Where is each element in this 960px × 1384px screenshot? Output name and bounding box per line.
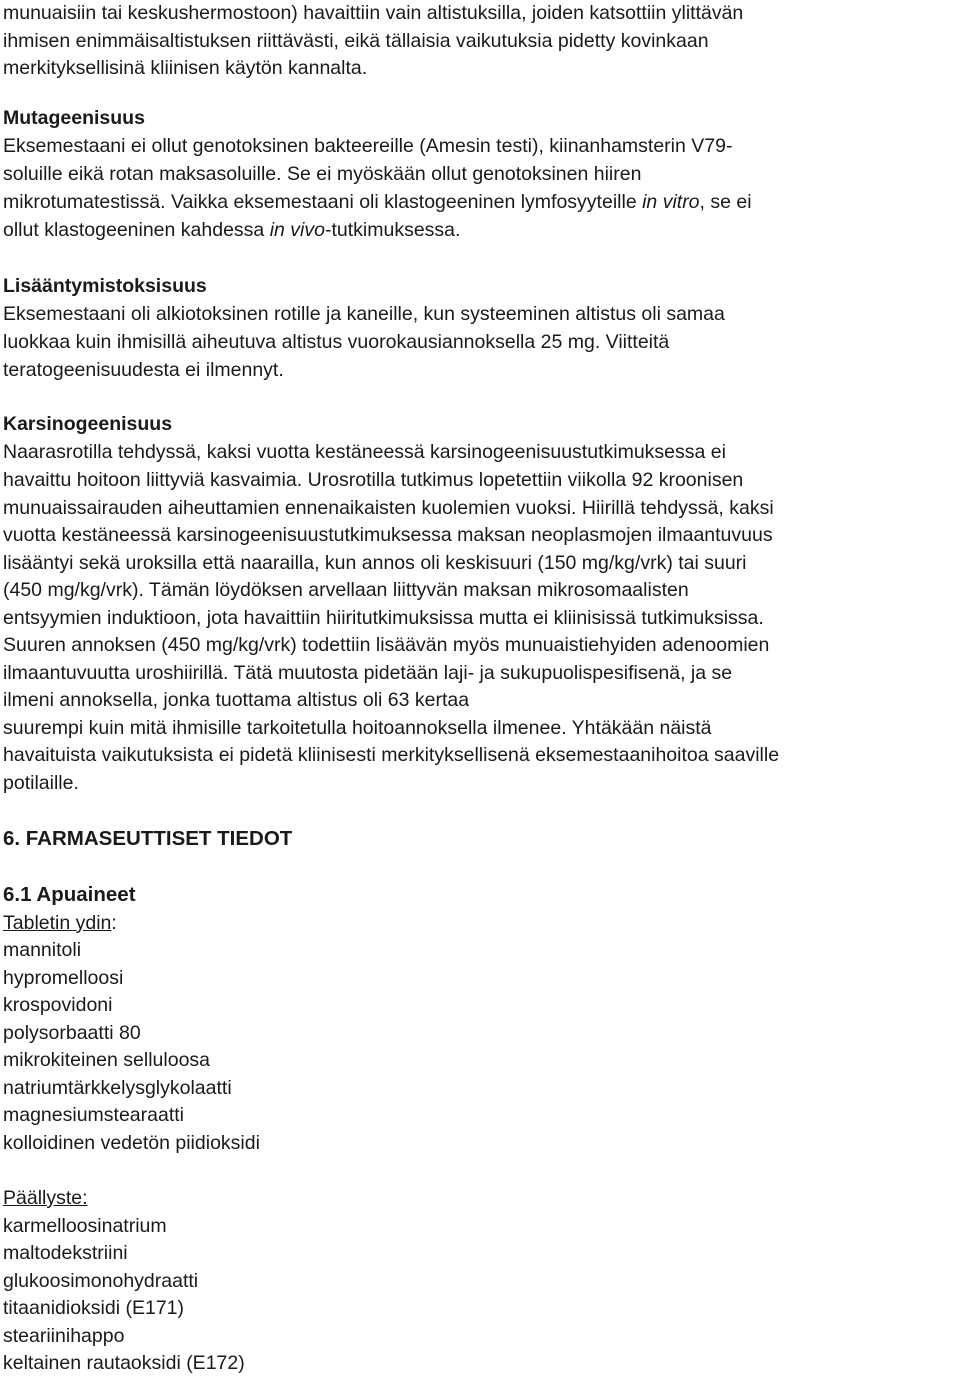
tablet-core-label — [3, 910, 117, 936]
excipient-item: magnesiumstearaatti — [3, 1104, 185, 1126]
intro-line: merkityksellisinä kliinisen käytön kannalta. — [3, 57, 368, 79]
reproductive-line: Eksemestaani oli alkiotoksinen rotille ja kaneille, kun systeeminen altistus oli samaa — [3, 303, 725, 325]
mutagenicity-line — [3, 189, 752, 215]
carcinogenicity-line: entsyymien induktioon, jota havaittiin hiiritutkimuksissa mutta ei kliinisissä tutkimuksissa. — [3, 606, 764, 629]
mutagenicity-line: soluille eikä rotan maksasoluille. Se ei myöskään ollut genotoksinen hiiren — [3, 163, 642, 185]
text-segment: , se ei — [699, 191, 752, 213]
carcinogenicity-line: potilaille. — [3, 771, 79, 794]
coating-item: glukoosimonohydraatti — [3, 1269, 199, 1292]
mutagenicity-heading: Mutageenisuus — [3, 107, 145, 129]
excipient-item: polysorbaatti 80 — [3, 1021, 141, 1044]
italic-term: in vitro — [642, 191, 700, 213]
carcinogenicity-line: (450 mg/kg/vrk). Tämän löydöksen arvellaan liittyvän maksan mikrosomaalisten — [3, 579, 689, 601]
excipient-item: kolloidinen vedetön piidioksidi — [3, 1131, 260, 1154]
excipient-item: hypromelloosi — [3, 966, 124, 989]
tablet-core-label-text: Tabletin ydin — [3, 911, 112, 934]
carcinogenicity-line: suurempi kuin mitä ihmisille tarkoitetulla hoitoannoksella ilmenee. Yhtäkään näistä — [3, 716, 712, 739]
mutagenicity-line — [3, 217, 460, 243]
text-segment: mikrotumatestissä. Vaikka eksemestaani oli klastogeeninen lymfosyyteille — [3, 191, 643, 213]
carcinogenicity-line: Suuren annoksen (450 mg/kg/vrk) todettiin lisäävän myös munuaistiehyiden adenoomien — [3, 634, 770, 656]
section-6-heading: 6. FARMASEUTTISET TIEDOT — [3, 827, 293, 850]
excipient-item: krospovidoni — [3, 994, 113, 1016]
carcinogenicity-line: munuaissairauden aiheuttamien ennenaikaisten kuolemien vuoksi. Hiirillä tehdyssä, kaksi — [3, 496, 774, 519]
reproductive-line: teratogeenisuudesta ei ilmennyt. — [3, 359, 284, 381]
intro-line: munuaisiin tai keskushermostoon) havaittiin vain altistuksilla, joiden katsottiin ylittävän — [3, 2, 744, 24]
text-segment: -tutkimuksessa. — [324, 219, 461, 241]
intro-line: ihmisen enimmäisaltistuksen riittävästi, eikä tällaisia vaikutuksia pidetty kovinkaan — [3, 29, 709, 52]
carcinogenicity-line: vuotta kestäneessä karsinogeenisuustutkimuksessa maksan neoplasmojen ilmaantuvuus — [3, 524, 773, 546]
reproductive-line: luokkaa kuin ihmisillä aiheutuva altistus vuorokausiannoksella 25 mg. Viitteitä — [3, 331, 670, 353]
italic-term: in vivo — [269, 219, 325, 241]
coating-item: maltodekstriini — [3, 1242, 128, 1264]
excipient-item: natriumtärkkelysglykolaatti — [3, 1076, 232, 1099]
carcinogenicity-line: Naarasrotilla tehdyssä, kaksi vuotta kestäneessä karsinogeenisuustutkimuksessa ei — [3, 441, 726, 463]
coating-item: titaanidioksidi (E171) — [3, 1297, 185, 1319]
coating-item: karmelloosinatrium — [3, 1214, 167, 1237]
reproductive-heading: Lisääntymistoksisuus — [3, 275, 207, 297]
coating-item: keltainen rautaoksidi (E172) — [3, 1352, 245, 1374]
carcinogenicity-line: havaittu hoitoon liittyviä kasvaimia. Urosrotilla tutkimus lopetettiin viikolla 92 kroonisen — [3, 469, 744, 491]
mutagenicity-line: Eksemestaani ei ollut genotoksinen bakteereille (Amesin testi), kiinanhamsterin V79- — [3, 135, 733, 157]
coating-label: Päällyste: — [3, 1187, 88, 1209]
carcinogenicity-heading: Karsinogeenisuus — [3, 413, 173, 435]
carcinogenicity-line: havaituista vaikutuksista ei pidetä kliinisesti merkityksellisenä eksemestaanihoitoa saaville — [3, 744, 780, 766]
carcinogenicity-line: lisääntyi sekä uroksilla että naarailla, kun annos oli keskisuuri (150 mg/kg/vrk) tai suuri — [3, 551, 747, 574]
carcinogenicity-line: ilmaantuvuutta uroshiirillä. Tätä muutosta pidetään laji- ja sukupuolispesifisenä, ja se — [3, 661, 733, 684]
text-segment: ollut klastogeeninen kahdessa — [3, 219, 270, 241]
label-colon: : — [111, 911, 117, 934]
excipient-item: mannitoli — [3, 939, 82, 961]
section-6-1-heading: 6.1 Apuaineet — [3, 883, 136, 906]
carcinogenicity-line: ilmeni annoksella, jonka tuottama altistus oli 63 kertaa — [3, 689, 470, 711]
excipient-item: mikrokiteinen selluloosa — [3, 1049, 211, 1071]
coating-item: steariinihappo — [3, 1324, 125, 1347]
